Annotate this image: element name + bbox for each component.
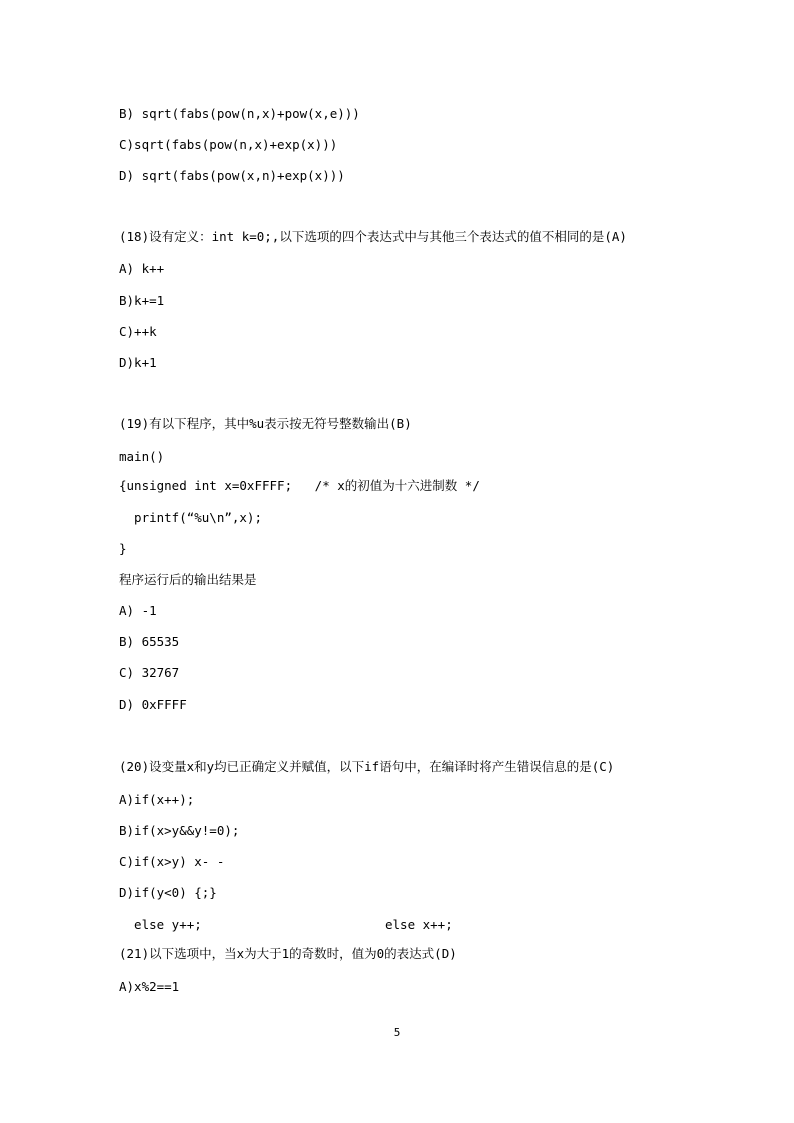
question-18: (18)设有定义：int k=0;,以下选项的四个表达式中与其他三个表达式的值不相同的是(A)	[119, 229, 627, 244]
q20-option-b: B)if(x>y&&y!=0);	[119, 823, 240, 838]
q20-option-d-else-2: else x++;	[385, 917, 453, 932]
question-19: (19)有以下程序，其中%u表示按无符号整数输出(B)	[119, 416, 412, 431]
q20-option-c: C)if(x>y) x- -	[119, 854, 225, 869]
option-c-line: C)sqrt(fabs(pow(n,x)+exp(x)))	[119, 137, 338, 152]
q18-option-c: C)++k	[119, 324, 157, 339]
q19-option-a: A) -1	[119, 603, 157, 618]
q19-option-d: D) 0xFFFF	[119, 697, 187, 712]
code-line: main()	[119, 449, 165, 464]
question-21: (21)以下选项中，当x为大于1的奇数时，值为0的表达式(D)	[119, 946, 457, 961]
code-line: {unsigned int x=0xFFFF; /* x的初值为十六进制数 */	[119, 478, 480, 493]
question-20: (20)设变量x和y均已正确定义并赋值，以下if语句中，在编译时将产生错误信息的是(C)	[119, 759, 615, 774]
option-b-line: B) sqrt(fabs(pow(n,x)+pow(x,e)))	[119, 106, 360, 121]
q19-prompt: 程序运行后的输出结果是	[119, 572, 257, 587]
code-line: }	[119, 541, 127, 556]
q20-option-a: A)if(x++);	[119, 792, 195, 807]
q18-option-d: D)k+1	[119, 355, 157, 370]
q18-option-a: A) k++	[119, 261, 165, 276]
option-d-line: D) sqrt(fabs(pow(x,n)+exp(x)))	[119, 168, 345, 183]
q18-option-b: B)k+=1	[119, 293, 165, 308]
q19-option-b: B) 65535	[119, 634, 180, 649]
q21-option-a: A)x%2==1	[119, 979, 180, 994]
code-line: printf(“%u\n”,x);	[119, 510, 262, 525]
q19-option-c: C) 32767	[119, 665, 180, 680]
page-number: 5	[393, 1026, 401, 1039]
q20-option-d: D)if(y<0) {;}	[119, 885, 217, 900]
q20-option-d-else-1: else y++;	[119, 917, 202, 932]
